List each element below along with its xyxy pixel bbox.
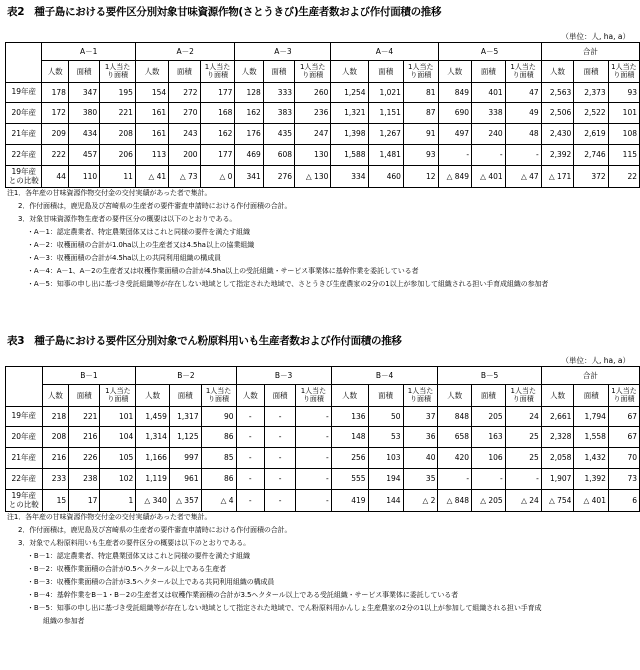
- cell: 162: [200, 124, 235, 145]
- sub-header: 1人当た り面積: [608, 385, 639, 407]
- cell: 15: [42, 490, 69, 512]
- sub-header: 1人当た り面積: [200, 61, 235, 83]
- table3-notes: [7, 511, 541, 628]
- cell: 256: [331, 448, 368, 469]
- cell: △ 73: [169, 166, 200, 188]
- sub-header: 人数: [235, 61, 263, 83]
- sub-header: 面積: [472, 385, 506, 407]
- group-header: B－3: [236, 367, 331, 385]
- table3-title: 表3 種子島における要件区分別対象でん粉原料用いも生産者数および作付面積の推移: [7, 335, 402, 347]
- cell: 205: [472, 407, 506, 427]
- sub-header: 面積: [574, 61, 608, 83]
- cell: 104: [100, 427, 136, 448]
- sub-header: 人数: [42, 61, 69, 83]
- row-label: 19年産 との比較: [6, 490, 43, 512]
- cell: 177: [200, 83, 235, 103]
- group-header: A－3: [235, 43, 331, 61]
- cell: 49: [505, 103, 541, 124]
- sub-header: 人数: [331, 385, 368, 407]
- table-row: [6, 145, 640, 166]
- cell: 1,459: [136, 407, 170, 427]
- row-label: 21年産: [6, 124, 42, 145]
- note-line: ・B－4：基幹作業をB－1・B－2の生産者又は収穫作業面積の合計が3.5ヘクタール以上である受託組織・サービス事業体に委託している者: [27, 591, 459, 599]
- cell: -: [296, 427, 331, 448]
- cell: 101: [100, 407, 136, 427]
- cell: △ 24: [505, 490, 541, 512]
- cell: 86: [201, 469, 236, 490]
- cell: 172: [42, 103, 69, 124]
- cell: 226: [69, 448, 100, 469]
- cell: △ 0: [200, 166, 235, 188]
- cell: △ 849: [438, 166, 472, 188]
- cell: 247: [295, 124, 331, 145]
- cell: 67: [608, 427, 639, 448]
- cell: 101: [608, 103, 639, 124]
- cell: 2,563: [541, 83, 574, 103]
- cell: 90: [201, 407, 236, 427]
- cell: 25: [505, 448, 541, 469]
- cell: 1,125: [169, 427, 201, 448]
- row-label: 19年産: [6, 83, 42, 103]
- cell: △ 357: [169, 490, 201, 512]
- cell: -: [296, 490, 331, 512]
- note-line: ・A－2：収穫面積の合計が1.0ha以上の生産者又は4.5ha以上の協業組織: [27, 241, 255, 249]
- cell: 2,430: [541, 124, 574, 145]
- cell: 457: [68, 145, 99, 166]
- cell: 67: [608, 407, 639, 427]
- cell: 1,021: [368, 83, 403, 103]
- cell: 48: [505, 124, 541, 145]
- sub-header: 1人当た り面積: [100, 385, 136, 407]
- cell: 108: [608, 124, 639, 145]
- note-line: ・A－3：収穫面積の合計が4.5ha以上の共同利用組織の構成員: [27, 254, 222, 262]
- cell: -: [236, 469, 264, 490]
- note-line: ・B－1：認定農業者、特定農業団体又はこれと同様の要件を満たす組織: [27, 552, 250, 560]
- cell: -: [438, 145, 472, 166]
- cell: 260: [295, 83, 331, 103]
- sub-header: 面積: [574, 385, 609, 407]
- sub-header: 人数: [236, 385, 264, 407]
- cell: 177: [200, 145, 235, 166]
- group-header: B－1: [42, 367, 136, 385]
- cell: 154: [135, 83, 168, 103]
- table-row: [6, 407, 640, 427]
- cell: 1,432: [574, 448, 609, 469]
- cell: 208: [100, 124, 136, 145]
- table2: [5, 42, 640, 188]
- cell: △ 401: [574, 490, 609, 512]
- cell: 161: [135, 124, 168, 145]
- cell: -: [472, 469, 506, 490]
- cell: 162: [235, 103, 263, 124]
- sub-header: 人数: [438, 61, 472, 83]
- cell: △ 171: [541, 166, 574, 188]
- cell: 2,392: [541, 145, 574, 166]
- cell: 218: [42, 407, 69, 427]
- cell: 222: [42, 145, 69, 166]
- cell: 136: [331, 407, 368, 427]
- sub-header: 面積: [69, 385, 100, 407]
- cell: -: [264, 490, 295, 512]
- note-line: 3．対象でん粉原料用いも生産者の要件区分の概要は以下のとおりである。: [18, 539, 251, 547]
- cell: 1,558: [574, 427, 609, 448]
- sub-header: 面積: [264, 385, 295, 407]
- cell: 383: [263, 103, 294, 124]
- table-row: [6, 490, 640, 512]
- cell: 1,481: [368, 145, 403, 166]
- sub-header: 人数: [438, 385, 472, 407]
- cell: 347: [68, 83, 99, 103]
- cell: 176: [235, 124, 263, 145]
- note-line: 注1．各年産の甘味資源作物交付金の交付実績があった者で集計。: [7, 189, 212, 197]
- cell: -: [505, 469, 541, 490]
- note-line: 2．作付面積は，鹿児島及び宮崎県の生産者の要件審査申請時における作付面積の合計。: [18, 202, 292, 210]
- sub-header: 面積: [169, 385, 201, 407]
- cell: 240: [472, 124, 506, 145]
- cell: -: [264, 407, 295, 427]
- cell: -: [236, 490, 264, 512]
- cell: 110: [68, 166, 99, 188]
- sub-header: 1人当た り面積: [403, 61, 438, 83]
- cell: 1,907: [541, 469, 574, 490]
- table-row: [6, 83, 640, 103]
- corner-cell: [6, 43, 42, 83]
- cell: 102: [100, 469, 136, 490]
- cell: △ 205: [472, 490, 506, 512]
- table2-unit: （単位：人, ha, a）: [561, 32, 630, 41]
- cell: 276: [263, 166, 294, 188]
- cell: 161: [135, 103, 168, 124]
- cell: 87: [403, 103, 438, 124]
- group-header: A－2: [135, 43, 234, 61]
- cell: 12: [403, 166, 438, 188]
- cell: -: [296, 407, 331, 427]
- cell: 195: [100, 83, 136, 103]
- cell: -: [296, 469, 331, 490]
- sub-header: 面積: [68, 61, 99, 83]
- cell: 216: [42, 448, 69, 469]
- note-line: 組織の参加者: [43, 617, 85, 625]
- cell: 2,619: [574, 124, 608, 145]
- cell: 85: [201, 448, 236, 469]
- sub-header: 人数: [541, 385, 574, 407]
- cell: 47: [505, 83, 541, 103]
- row-label: 22年産: [6, 469, 43, 490]
- cell: 1,267: [368, 124, 403, 145]
- cell: 338: [472, 103, 506, 124]
- cell: 36: [403, 427, 438, 448]
- cell: 233: [42, 469, 69, 490]
- cell: 168: [200, 103, 235, 124]
- cell: △ 848: [438, 490, 472, 512]
- cell: -: [438, 469, 472, 490]
- cell: 2,058: [541, 448, 574, 469]
- cell: 2,373: [574, 83, 608, 103]
- cell: 849: [438, 83, 472, 103]
- cell: 209: [42, 124, 69, 145]
- table3-unit: （単位：人, ha, a）: [561, 356, 630, 365]
- cell: 81: [403, 83, 438, 103]
- cell: 1,166: [136, 448, 170, 469]
- group-header: A－4: [331, 43, 438, 61]
- group-header: A－5: [438, 43, 541, 61]
- sub-header: 1人当た り面積: [505, 61, 541, 83]
- cell: -: [472, 145, 506, 166]
- cell: 961: [169, 469, 201, 490]
- cell: 690: [438, 103, 472, 124]
- cell: △ 4: [201, 490, 236, 512]
- corner-cell: [6, 367, 43, 407]
- sub-header: 1人当た り面積: [505, 385, 541, 407]
- sub-header: 1人当た り面積: [403, 385, 438, 407]
- note-line: ・B－3：収穫作業面積の合計が3.5ヘクタール以上である共同利用組織の構成員: [27, 578, 275, 586]
- cell: 17: [69, 490, 100, 512]
- group-header: B－5: [438, 367, 541, 385]
- cell: 238: [69, 469, 100, 490]
- cell: 91: [403, 124, 438, 145]
- cell: 106: [472, 448, 506, 469]
- cell: 200: [169, 145, 200, 166]
- cell: -: [236, 427, 264, 448]
- cell: -: [505, 145, 541, 166]
- sub-header: 人数: [331, 61, 368, 83]
- cell: 419: [331, 490, 368, 512]
- cell: 208: [42, 427, 69, 448]
- cell: 93: [403, 145, 438, 166]
- cell: △ 340: [136, 490, 170, 512]
- cell: 216: [69, 427, 100, 448]
- cell: 243: [169, 124, 200, 145]
- cell: 73: [608, 469, 639, 490]
- cell: 2,506: [541, 103, 574, 124]
- cell: 469: [235, 145, 263, 166]
- note-line: ・A－4：A－1、A－2の生産者又は収穫作業面積の合計が4.5ha以上の受託組織・サービス事業体に基幹作業を委託している者: [27, 267, 419, 275]
- sub-header: 1人当た り面積: [295, 61, 331, 83]
- row-label: 20年産: [6, 427, 43, 448]
- sub-header: 1人当た り面積: [201, 385, 236, 407]
- sub-header: 人数: [136, 385, 170, 407]
- sub-header: 1人当た り面積: [100, 61, 136, 83]
- cell: 420: [438, 448, 472, 469]
- cell: -: [236, 448, 264, 469]
- group-header: B－2: [136, 367, 236, 385]
- row-label: 21年産: [6, 448, 43, 469]
- sub-header: 面積: [368, 385, 403, 407]
- cell: △ 41: [135, 166, 168, 188]
- sub-header: 人数: [541, 61, 574, 83]
- cell: 1,588: [331, 145, 368, 166]
- cell: 148: [331, 427, 368, 448]
- sub-header: 1人当た り面積: [608, 61, 639, 83]
- cell: 206: [100, 145, 136, 166]
- cell: 2,746: [574, 145, 608, 166]
- sub-header: 人数: [42, 385, 69, 407]
- note-line: 2．作付面積は，鹿児島及び宮崎県の生産者の要件審査申請時における作付面積の合計。: [18, 526, 292, 534]
- cell: 1,794: [574, 407, 609, 427]
- cell: △ 401: [472, 166, 506, 188]
- cell: 24: [505, 407, 541, 427]
- table2-notes: [7, 187, 548, 291]
- cell: 272: [169, 83, 200, 103]
- table-row: [6, 469, 640, 490]
- cell: 2,522: [574, 103, 608, 124]
- cell: 460: [368, 166, 403, 188]
- cell: 658: [438, 427, 472, 448]
- note-line: ・A－5：知事の申し出に基づき受託組織等が存在しない地域として指定された地域で、さとうきび生産農家の2分の1以上が参加して組織される担い手育成組織の参加者: [27, 280, 549, 288]
- cell: 103: [368, 448, 403, 469]
- cell: 341: [235, 166, 263, 188]
- cell: 2,328: [541, 427, 574, 448]
- sub-header: 面積: [368, 61, 403, 83]
- cell: △ 2: [403, 490, 438, 512]
- group-header: 合計: [541, 367, 639, 385]
- cell: 997: [169, 448, 201, 469]
- group-header: A－1: [42, 43, 136, 61]
- cell: 380: [68, 103, 99, 124]
- cell: 1,392: [574, 469, 609, 490]
- group-header: 合計: [541, 43, 639, 61]
- cell: 35: [403, 469, 438, 490]
- cell: 1,317: [169, 407, 201, 427]
- cell: 25: [505, 427, 541, 448]
- cell: 434: [68, 124, 99, 145]
- cell: 236: [295, 103, 331, 124]
- cell: 163: [472, 427, 506, 448]
- cell: 53: [368, 427, 403, 448]
- cell: 1,398: [331, 124, 368, 145]
- cell: 1: [100, 490, 136, 512]
- cell: 372: [574, 166, 608, 188]
- cell: -: [264, 469, 295, 490]
- cell: 115: [608, 145, 639, 166]
- cell: 221: [100, 103, 136, 124]
- cell: 70: [608, 448, 639, 469]
- cell: 497: [438, 124, 472, 145]
- cell: 270: [169, 103, 200, 124]
- cell: 221: [69, 407, 100, 427]
- cell: 50: [368, 407, 403, 427]
- cell: 1,321: [331, 103, 368, 124]
- cell: 178: [42, 83, 69, 103]
- cell: △ 130: [295, 166, 331, 188]
- cell: 44: [42, 166, 69, 188]
- cell: 22: [608, 166, 639, 188]
- cell: 11: [100, 166, 136, 188]
- cell: 1,314: [136, 427, 170, 448]
- cell: -: [296, 448, 331, 469]
- sub-header: 面積: [263, 61, 294, 83]
- table-row: [6, 103, 640, 124]
- cell: 37: [403, 407, 438, 427]
- sub-header: 1人当た り面積: [296, 385, 331, 407]
- note-line: 3．対象甘味資源作物生産者の要件区分の概要は以下のとおりである。: [18, 215, 237, 223]
- row-label: 22年産: [6, 145, 42, 166]
- cell: 1,151: [368, 103, 403, 124]
- cell: 435: [263, 124, 294, 145]
- group-header: B－4: [331, 367, 438, 385]
- cell: 333: [263, 83, 294, 103]
- table-row: [6, 166, 640, 188]
- cell: 848: [438, 407, 472, 427]
- table-row: [6, 124, 640, 145]
- table3: [5, 366, 640, 512]
- row-label: 19年産 との比較: [6, 166, 42, 188]
- row-label: 20年産: [6, 103, 42, 124]
- cell: 608: [263, 145, 294, 166]
- cell: -: [264, 427, 295, 448]
- cell: -: [264, 448, 295, 469]
- note-line: ・B－5：知事の申し出に基づき受託組織等が存在しない地域として指定された地域で、でん粉原料用かんしょ生産農家の2分の1以上が参加して組織される担い手育成: [27, 604, 542, 612]
- note-line: ・B－2：収穫作業面積の合計が0.5ヘクタール以上である生産者: [27, 565, 227, 573]
- cell: -: [236, 407, 264, 427]
- table2-title: 表2 種子島における要件区分別対象甘味資源作物(さとうきび)生産者数および作付面積の推移: [7, 6, 442, 18]
- cell: 555: [331, 469, 368, 490]
- cell: 1,254: [331, 83, 368, 103]
- cell: △ 47: [505, 166, 541, 188]
- sub-header: 人数: [135, 61, 168, 83]
- row-label: 19年産: [6, 407, 43, 427]
- cell: 6: [608, 490, 639, 512]
- cell: 105: [100, 448, 136, 469]
- sub-header: 面積: [169, 61, 200, 83]
- cell: 2,661: [541, 407, 574, 427]
- cell: 334: [331, 166, 368, 188]
- table-row: [6, 448, 640, 469]
- cell: △ 754: [541, 490, 574, 512]
- cell: 194: [368, 469, 403, 490]
- cell: 40: [403, 448, 438, 469]
- cell: 86: [201, 427, 236, 448]
- cell: 113: [135, 145, 168, 166]
- note-line: ・A－1：認定農業者、特定農業団体又はこれと同様の要件を満たす組織: [27, 228, 250, 236]
- note-line: 注1．各年産の甘味資源作物交付金の交付実績があった者で集計。: [7, 513, 212, 521]
- cell: 144: [368, 490, 403, 512]
- cell: 128: [235, 83, 263, 103]
- sub-header: 面積: [472, 61, 506, 83]
- cell: 130: [295, 145, 331, 166]
- cell: 401: [472, 83, 506, 103]
- cell: 1,119: [136, 469, 170, 490]
- cell: 93: [608, 83, 639, 103]
- table-row: [6, 427, 640, 448]
